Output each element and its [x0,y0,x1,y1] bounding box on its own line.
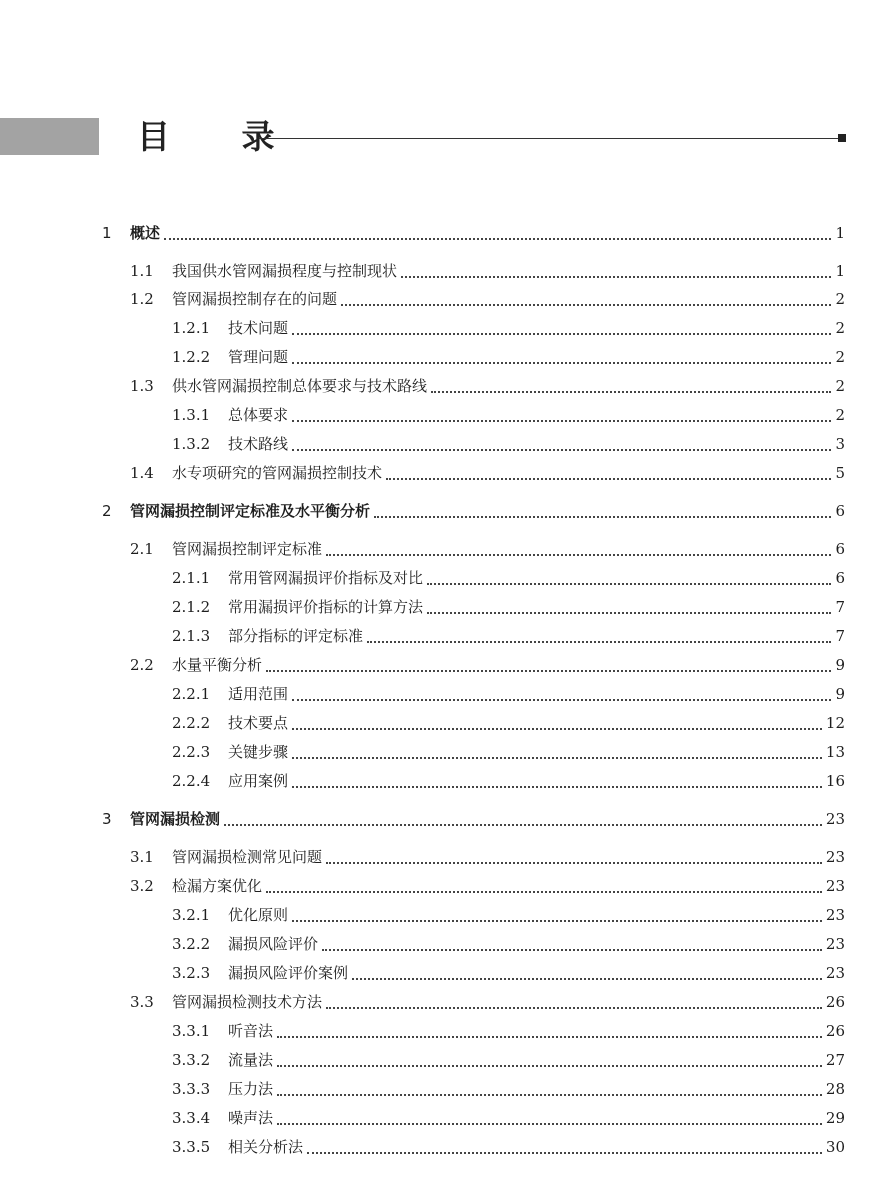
toc-entry-page-number: 29 [825,1109,845,1127]
toc-entry[interactable] [0,901,887,929]
toc-entry-number: 2.1.2 [172,598,211,616]
dot-leader [224,824,822,826]
toc-entry[interactable] [0,1104,887,1132]
toc-entry[interactable] [0,564,887,592]
toc-entry[interactable] [0,1017,887,1045]
toc-entry-number: 2.1 [130,540,154,558]
dot-leader [292,420,831,422]
heading-rule [259,138,840,139]
toc-entry-number: 2.1.3 [172,627,211,645]
dot-leader [292,920,822,922]
toc-entry-number: 3.3 [130,993,154,1011]
toc-entry-number: 2.2.2 [172,714,211,732]
toc-entry-number: 1.3.1 [172,406,211,424]
toc-entry-title: 管网漏损检测技术方法 [172,993,323,1011]
dot-leader [431,391,831,393]
toc-entry[interactable] [0,1046,887,1074]
dot-leader [292,786,822,788]
toc-entry-page-number: 26 [825,993,845,1011]
toc-entry-title: 应用案例 [228,772,289,790]
toc-entry-page-number: 23 [825,877,845,895]
toc-entry[interactable] [0,1133,887,1161]
toc-entry-number: 3.3.3 [172,1080,211,1098]
toc-entry-title: 关键步骤 [228,743,289,761]
dot-leader [367,641,831,643]
toc-entry-page-number: 3 [835,435,845,453]
toc-entry-number: 2.2.3 [172,743,211,761]
dot-leader [326,554,831,556]
chapter-tab-block [0,118,99,155]
toc-entry[interactable] [0,930,887,958]
dot-leader [386,478,831,480]
toc-entry[interactable] [0,535,887,563]
toc-entry-page-number: 2 [835,319,845,337]
dot-leader [292,362,831,364]
toc-entry-number: 3.1 [130,848,154,866]
toc-entry-page-number: 2 [835,348,845,366]
page-title: 目 录 [137,117,305,156]
toc-entry-number: 2.2.4 [172,772,211,790]
toc-entry-number: 1.2.2 [172,348,211,366]
rule-end-square [838,134,846,142]
toc-entry-title: 管理问题 [228,348,289,366]
dot-leader [292,728,822,730]
toc-entry-title: 流量法 [228,1051,274,1069]
toc-entry[interactable] [0,651,887,679]
toc-entry-number: 3.3.5 [172,1138,211,1156]
toc-entry[interactable] [0,430,887,458]
toc-entry-number: 3.2 [130,877,154,895]
toc-entry[interactable] [0,372,887,400]
toc-entry-title: 常用管网漏损评价指标及对比 [228,569,424,587]
toc-entry-number: 1.2.1 [172,319,211,337]
toc-entry[interactable] [0,805,887,833]
toc-entry-page-number: 9 [835,685,845,703]
toc-entry-title: 水专项研究的管网漏损控制技术 [172,464,383,482]
dot-leader [326,1007,822,1009]
toc-entry-number: 3.2.1 [172,906,211,924]
toc-entry-title: 管网漏损控制评定标准 [172,540,323,558]
toc-entry-title: 技术路线 [228,435,289,453]
toc-entry[interactable] [0,459,887,487]
dot-leader [164,238,831,240]
toc-entry[interactable] [0,988,887,1016]
toc-entry[interactable] [0,314,887,342]
toc-entry-page-number: 30 [825,1138,845,1156]
toc-entry-page-number: 23 [825,935,845,953]
toc-entry-title: 检漏方案优化 [172,877,263,895]
toc-entry-number: 3.3.2 [172,1051,211,1069]
toc-entry-page-number: 7 [835,627,845,645]
toc-entry-title: 供水管网漏损控制总体要求与技术路线 [172,377,428,395]
dot-leader [292,449,831,451]
toc-entry-title: 相关分析法 [228,1138,304,1156]
toc-entry-title: 技术要点 [228,714,289,732]
toc-entry-number: 2.2.1 [172,685,211,703]
toc-entry-number: 1.1 [130,262,154,280]
toc-entry-title: 总体要求 [228,406,289,424]
dot-leader [307,1152,822,1154]
toc-entry-page-number: 1 [835,224,845,242]
dot-leader [374,516,831,518]
dot-leader [322,949,822,951]
dot-leader [292,699,831,701]
toc-entry-number: 3.3.4 [172,1109,211,1127]
toc-entry-title: 管网漏损控制存在的问题 [172,290,338,308]
toc-entry[interactable] [0,680,887,708]
toc-entry-number: 3.2.3 [172,964,211,982]
toc-entry-title: 噪声法 [228,1109,274,1127]
toc-entry-title: 漏损风险评价案例 [228,964,349,982]
toc-entry[interactable] [0,709,887,737]
toc-entry-page-number: 6 [835,540,845,558]
toc-entry-page-number: 16 [825,772,845,790]
toc-entry[interactable] [0,767,887,795]
toc-entry-title: 压力法 [228,1080,274,1098]
toc-entry-number: 1.2 [130,290,154,308]
toc-entry[interactable] [0,738,887,766]
dot-leader [292,757,822,759]
toc-entry-page-number: 26 [825,1022,845,1040]
toc-entry[interactable] [0,959,887,987]
toc-entry-title: 常用漏损评价指标的计算方法 [228,598,424,616]
toc-entry[interactable] [0,401,887,429]
toc-entry-number: 3.3.1 [172,1022,211,1040]
dot-leader [266,670,831,672]
toc-entry-number: 2.1.1 [172,569,211,587]
toc-entry[interactable] [0,497,887,525]
toc-entry-title: 水量平衡分析 [172,656,263,674]
dot-leader [401,276,831,278]
toc-entry[interactable] [0,219,887,247]
toc-entry[interactable] [0,285,887,313]
toc-entry-title: 适用范围 [228,685,289,703]
toc-entry-title: 管网漏损检测 [130,810,221,828]
toc-entry-page-number: 27 [825,1051,845,1069]
toc-entry-page-number: 9 [835,656,845,674]
toc-entry-title: 听音法 [228,1022,274,1040]
toc-entry-title: 我国供水管网漏损程度与控制现状 [172,262,398,280]
toc-entry-title: 优化原则 [228,906,289,924]
toc-entry-number: 1.4 [130,464,154,482]
toc-entry-page-number: 23 [825,964,845,982]
toc-entry-number: 1 [102,224,112,242]
toc-entry-number: 2.2 [130,656,154,674]
toc-entry-page-number: 28 [825,1080,845,1098]
dot-leader [427,612,831,614]
dot-leader [277,1065,822,1067]
toc-entry-page-number: 7 [835,598,845,616]
toc-entry-title: 管网漏损控制评定标准及水平衡分析 [130,502,371,520]
toc-entry[interactable] [0,622,887,650]
toc-entry-page-number: 6 [835,569,845,587]
toc-entry-page-number: 23 [825,906,845,924]
toc-entry[interactable] [0,872,887,900]
dot-leader [427,583,831,585]
toc-entry-page-number: 13 [825,743,845,761]
dot-leader [266,891,822,893]
toc-entry-page-number: 2 [835,377,845,395]
dot-leader [277,1123,822,1125]
dot-leader [326,862,822,864]
toc-entry-page-number: 23 [825,848,845,866]
toc-entry-title: 管网漏损检测常见问题 [172,848,323,866]
dot-leader [352,978,822,980]
toc-entry-page-number: 6 [835,502,845,520]
toc-entry-number: 1.3.2 [172,435,211,453]
toc-entry-page-number: 5 [835,464,845,482]
toc-entry-page-number: 2 [835,290,845,308]
toc-entry-page-number: 1 [835,262,845,280]
toc-entry-title: 概述 [130,224,161,242]
dot-leader [277,1036,822,1038]
toc-entry-title: 漏损风险评价 [228,935,319,953]
toc-entry-page-number: 12 [825,714,845,732]
dot-leader [341,304,831,306]
toc-entry[interactable] [0,843,887,871]
toc-entry[interactable] [0,343,887,371]
toc-entry-number: 1.3 [130,377,154,395]
toc-entry-number: 3 [102,810,112,828]
dot-leader [277,1094,822,1096]
toc-entry-page-number: 23 [825,810,845,828]
toc-entry-number: 3.2.2 [172,935,211,953]
toc-entry-title: 部分指标的评定标准 [228,627,364,645]
toc-entry[interactable] [0,593,887,621]
toc-entry[interactable] [0,257,887,285]
toc-entry-title: 技术问题 [228,319,289,337]
toc-entry[interactable] [0,1075,887,1103]
toc-entry-page-number: 2 [835,406,845,424]
toc-entry-number: 2 [102,502,112,520]
dot-leader [292,333,831,335]
